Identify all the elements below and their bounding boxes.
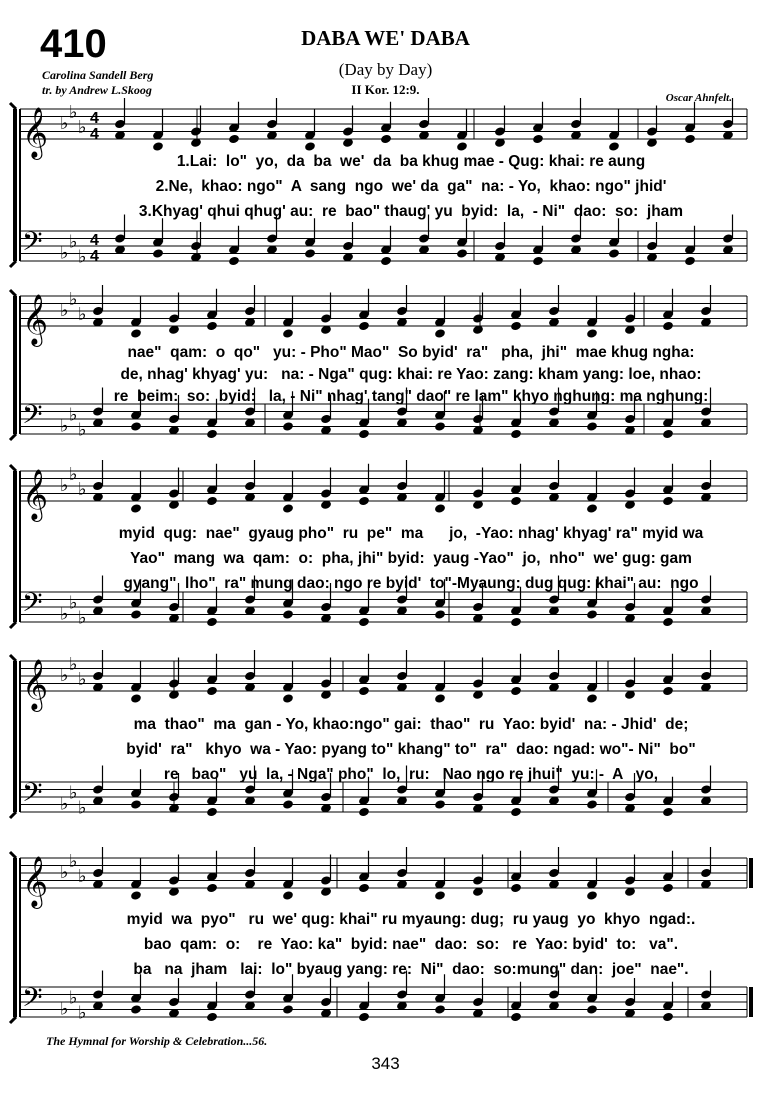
lyric-line: 2.Ne, khao: ngo" A sang ngo we' da ga" na: - Yo, khao: ngo" jhid' [155, 178, 667, 195]
lyric-line: 3.Khyag' qhui qhug' au: re bao" thaug' yu byid: la, - Ni" dao: so: jham [138, 203, 684, 220]
lyric-line: gyang" lho" ra" mung dao: ngo re byid' to"-Myaung: dug qug: khai" au: ngo [123, 575, 699, 592]
note-head [358, 1012, 370, 1023]
note-head [228, 256, 240, 267]
treble-clef: 𝄞 [22, 659, 49, 710]
note-head [282, 421, 294, 432]
lyric-line: byid' ra" khyo wa - Yao: pyang to" khang" to" ra" dao: ngad: wo"- Ni" bo" [126, 741, 696, 758]
note-head [434, 1004, 446, 1015]
note-head [662, 883, 674, 894]
note-head [304, 141, 316, 152]
note-head [130, 503, 142, 514]
note-head [586, 503, 598, 514]
note-head [206, 617, 218, 628]
lyric-line: re bao" yu la, - Nga" pho" lo, ru: Nao ngo re jhui" yu: - A yo, [163, 766, 659, 783]
note-head [152, 141, 164, 152]
flat-sign: ♭ [69, 592, 78, 614]
treble-clef: 𝄞 [22, 294, 49, 345]
flat-sign: ♭ [69, 782, 78, 804]
flat-sign: ♭ [78, 865, 87, 887]
note-head [434, 421, 446, 432]
scripture-reference: II Kor. 12:9. [351, 82, 420, 97]
note-head [358, 883, 370, 894]
note-head [662, 496, 674, 507]
note-head [662, 1012, 674, 1023]
note-head [152, 248, 164, 259]
note-head [510, 617, 522, 628]
note-head [662, 686, 674, 697]
note-head [282, 693, 294, 704]
translator-credit: tr. by Andrew L.Skoog [42, 83, 152, 97]
note-head [282, 503, 294, 514]
flat-sign: ♭ [69, 101, 78, 123]
note-head [510, 321, 522, 332]
note-head [130, 421, 142, 432]
note-head [358, 496, 370, 507]
flat-sign: ♭ [69, 653, 78, 675]
note-head [358, 321, 370, 332]
flat-sign: ♭ [78, 1002, 87, 1024]
note-head [586, 421, 598, 432]
note-head [434, 693, 446, 704]
lyric-line: myid wa pyo" ru we' qug: khai" ru myaung: dug; ru yaug yo khyo ngad:. [126, 911, 696, 928]
note-head [608, 141, 620, 152]
flat-sign: ♭ [60, 998, 69, 1020]
time-signature: 4 [90, 126, 99, 143]
note-head [510, 1012, 522, 1023]
flat-sign: ♭ [69, 463, 78, 485]
bass-clef: 𝄢 [22, 586, 43, 625]
flat-sign: ♭ [78, 668, 87, 690]
note-head [206, 686, 218, 697]
time-signature: 4 [90, 248, 99, 265]
lyric-line: de, nhag' khyag' yu: na: - Nga" qug: khai: re Yao: zang: kham yang: loe, nhao: [120, 366, 702, 383]
note-head [456, 141, 468, 152]
note-head [130, 328, 142, 339]
hymn-title: DABA WE' DABA [301, 26, 470, 50]
note-head [380, 134, 392, 145]
lyric-line: nae" qam: o qo" yu: - Pho" Mao" So byid' ra" pha, jhi" mae khug ngha: [127, 344, 695, 361]
note-head [358, 686, 370, 697]
bass-clef: 𝄢 [22, 776, 43, 815]
note-head [662, 617, 674, 628]
note-head [130, 1004, 142, 1015]
note-head [684, 256, 696, 267]
flat-sign: ♭ [60, 242, 69, 264]
lyric-line: 1.Lai: lo" yo, da ba we' da ba khug mae - Qug: khai: re aung [176, 153, 646, 170]
note-head [662, 807, 674, 818]
note-head [130, 890, 142, 901]
note-head [586, 609, 598, 620]
note-head [510, 883, 522, 894]
flat-sign: ♭ [60, 603, 69, 625]
note-head [130, 799, 142, 810]
flat-sign: ♭ [60, 415, 69, 437]
note-head [532, 256, 544, 267]
flat-sign: ♭ [78, 303, 87, 325]
flat-sign: ♭ [60, 300, 69, 321]
composer-credit: Oscar Ahnfelt. [665, 92, 732, 104]
author-credit: Carolina Sandell Berg [42, 68, 154, 82]
lyric-line: myid qug: nae" gyaug pho" ru pe" ma jo, -Yao: nhag' khyag' ra" myid wa [118, 525, 704, 542]
flat-sign: ♭ [69, 404, 78, 426]
note-head [282, 328, 294, 339]
note-head [206, 496, 218, 507]
time-signature: 4 [90, 110, 99, 127]
note-head [586, 1004, 598, 1015]
flat-sign: ♭ [69, 288, 78, 310]
note-head [130, 609, 142, 620]
flat-sign: ♭ [78, 419, 87, 441]
note-head [282, 799, 294, 810]
lyric-line: re beim: so: byid: la, - Ni" nhag' tang" dao" re lam" khyo nghung: ma nghung: [113, 388, 709, 405]
flat-sign: ♭ [69, 987, 78, 1009]
flat-sign: ♭ [78, 116, 87, 138]
flat-sign: ♭ [78, 478, 87, 500]
note-head [434, 503, 446, 514]
flat-sign: ♭ [60, 862, 69, 883]
lyric-line: Yao" mang wa qam: o: pha, jhi" byid: yaug -Yao" jo, nho" we' gug: gam [130, 550, 692, 567]
treble-clef: 𝄞 [22, 469, 49, 520]
hymn-number: 410 [40, 22, 107, 66]
note-head [510, 807, 522, 818]
note-head [456, 248, 468, 259]
note-head [510, 686, 522, 697]
note-head [662, 429, 674, 440]
hymn-subtitle: (Day by Day) [338, 60, 433, 79]
flat-sign: ♭ [78, 607, 87, 629]
note-head [586, 328, 598, 339]
note-head [358, 807, 370, 818]
note-head [228, 134, 240, 145]
note-head [532, 134, 544, 145]
note-head [434, 890, 446, 901]
flat-sign: ♭ [69, 231, 78, 253]
note-head [510, 496, 522, 507]
note-head [206, 321, 218, 332]
note-head [130, 693, 142, 704]
note-head [206, 1012, 218, 1023]
note-head [282, 890, 294, 901]
note-head [206, 429, 218, 440]
bass-clef: 𝄢 [22, 981, 43, 1020]
note-head [380, 256, 392, 267]
flat-sign: ♭ [60, 793, 69, 815]
time-signature: 4 [90, 232, 99, 249]
lyric-line: bao qam: o: re Yao: ka" byid: nae" dao: so: re Yao: byid' to: va". [143, 936, 679, 953]
flat-sign: ♭ [78, 797, 87, 819]
note-head [358, 617, 370, 628]
note-head [586, 693, 598, 704]
bass-clef: 𝄢 [22, 398, 43, 437]
note-head [282, 609, 294, 620]
note-head [206, 807, 218, 818]
note-head [586, 890, 598, 901]
note-head [358, 429, 370, 440]
flat-sign: ♭ [60, 113, 69, 134]
treble-clef: 𝄞 [22, 856, 49, 907]
flat-sign: ♭ [60, 475, 69, 496]
note-head [586, 799, 598, 810]
lyric-line: ma thao" ma gan - Yo, khao:ngo" gai: thao" ru Yao: byid' na: - Jhid' de; [133, 716, 689, 733]
note-head [510, 429, 522, 440]
source-credit: The Hymnal for Worship & Celebration...56. [46, 1034, 268, 1048]
treble-clef: 𝄞 [22, 107, 49, 158]
note-head [206, 883, 218, 894]
page-number: 343 [371, 1054, 400, 1073]
note-head [608, 248, 620, 259]
note-head [434, 609, 446, 620]
note-head [434, 328, 446, 339]
note-head [304, 248, 316, 259]
flat-sign: ♭ [60, 665, 69, 686]
lyric-line: ba na jham lai: lo" byaug yang: re: Ni" dao: so:mung" dan: joe" nae". [133, 961, 689, 978]
bass-clef: 𝄢 [22, 225, 43, 264]
note-head [662, 321, 674, 332]
flat-sign: ♭ [78, 246, 87, 268]
note-head [434, 799, 446, 810]
note-head [684, 134, 696, 145]
flat-sign: ♭ [69, 850, 78, 872]
note-head [282, 1004, 294, 1015]
